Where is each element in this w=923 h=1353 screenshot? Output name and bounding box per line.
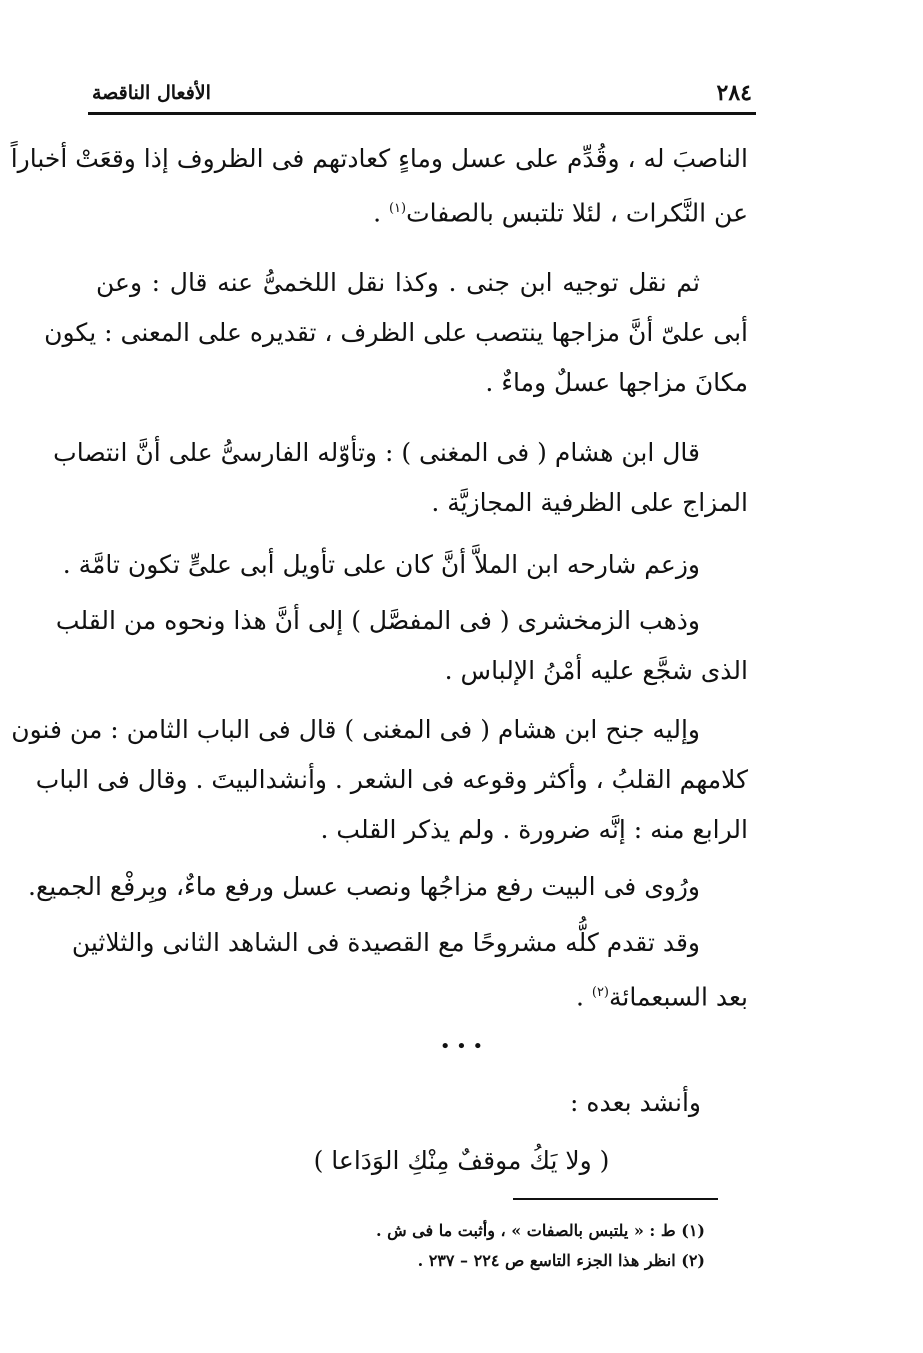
paragraph-line: الناصبَ له ، وقُدِّم على عسل وماءٍ كعادتهم فى الظروف إذا وقعَتْ أخباراً <box>10 144 748 173</box>
paragraph-8 <box>71 918 748 1018</box>
line-end: . <box>373 198 389 228</box>
footnote-1: (١) ط : « يلتبس بالصفات » ، وأثبت ما فى ش . <box>375 1221 705 1240</box>
paragraph-line: الرابع منه : إنَّه ضرورة . ولم يذكر القلب . <box>320 815 748 844</box>
paragraph-line: أبى علىّ أنَّ مزاجها ينتصب على الظرف ، تقديره على المعنى : يكون <box>44 318 748 347</box>
footnote-2: (٢) انظر هذا الجزء التاسع ص ٢٢٤ – ٢٣٧ . <box>417 1251 705 1270</box>
section-separator <box>0 1036 923 1057</box>
footnotes <box>376 1216 705 1276</box>
footnote-mark: (١) <box>388 201 407 216</box>
paragraph-4 <box>62 540 748 590</box>
footnote-divider <box>513 1198 718 1200</box>
paragraph-2 <box>44 258 748 408</box>
page-header <box>88 74 756 115</box>
paragraph-line: ثم نقل توجيه ابن جنى . وكذا نقل اللخمىُّ عنه قال : وعن <box>96 268 700 297</box>
paragraph-3 <box>53 428 748 528</box>
paragraph-line: وإليه جنح ابن هشام ( فى المغنى ) قال فى الباب الثامن : من فنون <box>11 715 700 744</box>
footnote-mark: (٢) <box>591 985 609 1000</box>
paragraph-line-with-footnote <box>96 968 748 1018</box>
paragraph-line: قال ابن هشام ( فى المغنى ) : وتأوّله الفارسىُّ على أنَّ انتصاب <box>53 438 700 467</box>
paragraph-line: ورُوى فى البيت رفع مزاجُها ونصب عسل ورفع ماءٌ، وبِرفْع الجميع. <box>28 872 700 901</box>
line-end: . <box>575 982 592 1012</box>
paragraph-1 <box>10 134 748 234</box>
paragraph-6 <box>11 705 748 855</box>
paragraph-line: المزاج على الظرفية المجازيَّة . <box>431 488 748 517</box>
running-title: الأفعال الناقصة <box>92 82 211 104</box>
paragraph-line: الذى شجَّع عليه أمْنُ الإلباس . <box>444 656 748 685</box>
paragraph-line: وزعم شارحه ابن الملاَّ أنَّ كان على تأويل أبى علىٍّ تكون تامَّة . <box>62 550 700 579</box>
paragraph-line: عن النَّكرات ، لئلا تلتبس بالصفات <box>406 198 748 228</box>
paragraph-line: وقد تقدم كلُّه مشروحًا مع القصيدة فى الشاهد الثانى والثلاثين <box>71 928 700 957</box>
paragraph-5 <box>55 596 748 696</box>
paragraph-line: كلامهم القلبُ ، وأكثر وقوعه فى الشعر . وأنشدالبيتَ . وقال فى الباب <box>35 765 748 794</box>
separator-dots: • • • <box>439 1036 484 1057</box>
poetry-verse: ( ولا يَكُ موقفٌ مِنْكِ الوَدَاعا ) <box>313 1146 610 1175</box>
paragraph-7 <box>28 862 748 912</box>
paragraph-line: بعد السبعمائة <box>609 982 748 1012</box>
paragraph-line: مكانَ مزاجها عسلٌ وماءٌ . <box>485 368 748 397</box>
page-number: ٢٨٤ <box>716 80 752 106</box>
verse-introduction: وأنشد بعده : <box>570 1088 701 1117</box>
paragraph-line: وذهب الزمخشرى ( فى المفصَّل ) إلى أنَّ هذا ونحوه من القلب <box>55 606 700 635</box>
paragraph-line-with-footnote <box>96 184 748 234</box>
